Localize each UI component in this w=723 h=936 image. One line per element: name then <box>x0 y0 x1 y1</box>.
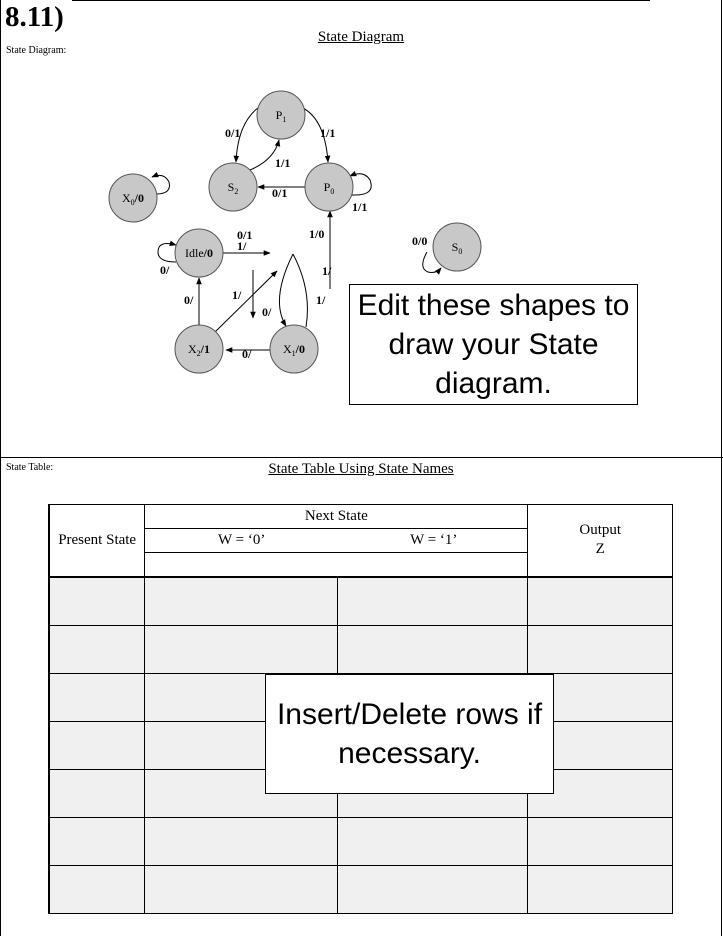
svg-text:S0: $S_0$ <box>451 240 463 256</box>
output-cell[interactable] <box>528 577 673 626</box>
svg-text:P0: $P_0$ <box>323 180 335 196</box>
state-p0[interactable] <box>305 163 353 211</box>
edge-loop-left[interactable] <box>279 254 293 326</box>
svg-text:X2/1: $X_2/1$ <box>187 342 211 358</box>
state-s2[interactable] <box>209 163 257 211</box>
next-state-subheader-blank <box>145 553 528 577</box>
present-state-header: Present State <box>49 505 145 577</box>
state-s0[interactable] <box>433 223 481 271</box>
state-x0[interactable] <box>109 174 157 222</box>
w1-header: W = ‘1’ <box>337 529 528 553</box>
next-state-w0-cell[interactable] <box>145 865 338 913</box>
present-state-cell[interactable] <box>49 721 145 769</box>
problem-number: 8.11) <box>5 1 64 33</box>
label-to-p0-lower: 1/ <box>322 264 332 278</box>
next-state-w0-cell[interactable] <box>145 817 338 865</box>
state-diagram-label: State Diagram: <box>6 45 67 56</box>
output-header-label: Output <box>579 522 622 539</box>
state-table-label: State Table: <box>6 462 54 473</box>
output-cell[interactable] <box>528 865 673 913</box>
table-row <box>49 817 673 865</box>
edge-x2-diag[interactable] <box>215 271 277 332</box>
state-idle[interactable] <box>175 229 223 277</box>
edge-idle-self[interactable] <box>158 244 176 262</box>
present-state-cell[interactable] <box>49 577 145 626</box>
w0-header: W = ‘0’ <box>145 529 338 553</box>
next-state-w1-cell[interactable] <box>337 625 528 673</box>
next-state-w1-cell[interactable] <box>337 577 528 626</box>
state-table-title: State Table Using State Names <box>268 461 454 477</box>
svg-text:X1/0: $X_1/0$ <box>282 342 306 358</box>
label-x1-x2: 0/ <box>242 347 252 361</box>
table-row <box>49 865 673 913</box>
next-state-w1-cell[interactable] <box>337 865 528 913</box>
present-state-cell[interactable] <box>49 865 145 913</box>
diagram-callout-text: Edit these shapes to draw your State diagram. <box>357 289 630 400</box>
label-idle-out-a: 0/1 <box>237 228 253 242</box>
label-loop-right: 1/ <box>316 293 326 307</box>
label-p1-s2: 0/1 <box>225 126 241 140</box>
svg-text:Idle/0: Idle/0 <box>185 246 213 260</box>
output-header <box>528 505 673 577</box>
svg-text:X0/0: $X_0/0$ <box>121 191 145 207</box>
state-diagram-title: State Diagram <box>317 29 405 45</box>
output-cell[interactable] <box>528 817 673 865</box>
state-p1[interactable] <box>257 91 305 139</box>
state-x2[interactable] <box>175 325 223 373</box>
state-x1[interactable] <box>270 325 318 373</box>
next-state-w1-cell[interactable] <box>337 817 528 865</box>
next-state-w0-cell[interactable] <box>145 625 338 673</box>
edge-loop-right[interactable] <box>293 254 307 327</box>
diagram-callout[interactable] <box>349 284 638 405</box>
present-state-cell[interactable] <box>49 769 145 817</box>
table-callout[interactable] <box>265 674 554 794</box>
present-state-cell[interactable] <box>49 673 145 721</box>
label-idle-self: 0/ <box>160 263 170 277</box>
table-row <box>49 577 673 626</box>
label-s2-p1: 1/1 <box>275 156 291 170</box>
label-p0-self: 1/1 <box>352 200 368 214</box>
label-p1-p0: 1/1 <box>320 126 336 140</box>
svg-text:P1: $P_1$ <box>275 108 287 124</box>
present-state-cell[interactable] <box>49 817 145 865</box>
svg-text:S2: $S_2$ <box>227 180 239 196</box>
next-state-w0-cell[interactable] <box>145 577 338 626</box>
present-state-cell[interactable] <box>49 625 145 673</box>
label-x2-diag: 1/ <box>232 288 242 302</box>
label-s0-self: 0/0 <box>412 234 428 248</box>
output-cell[interactable] <box>528 625 673 673</box>
label-x2-idle: 0/ <box>184 293 194 307</box>
table-row <box>49 625 673 673</box>
label-p0-s2: 0/1 <box>272 186 288 200</box>
label-to-p0: 1/0 <box>309 227 325 241</box>
label-down-arrow: 0/ <box>262 305 272 319</box>
label-idle-out-b: 1/ <box>237 239 247 253</box>
table-callout-text: Insert/Delete rows if necessary. <box>276 698 543 770</box>
next-state-header: Next State <box>145 505 528 529</box>
output-var: Z <box>595 541 605 558</box>
